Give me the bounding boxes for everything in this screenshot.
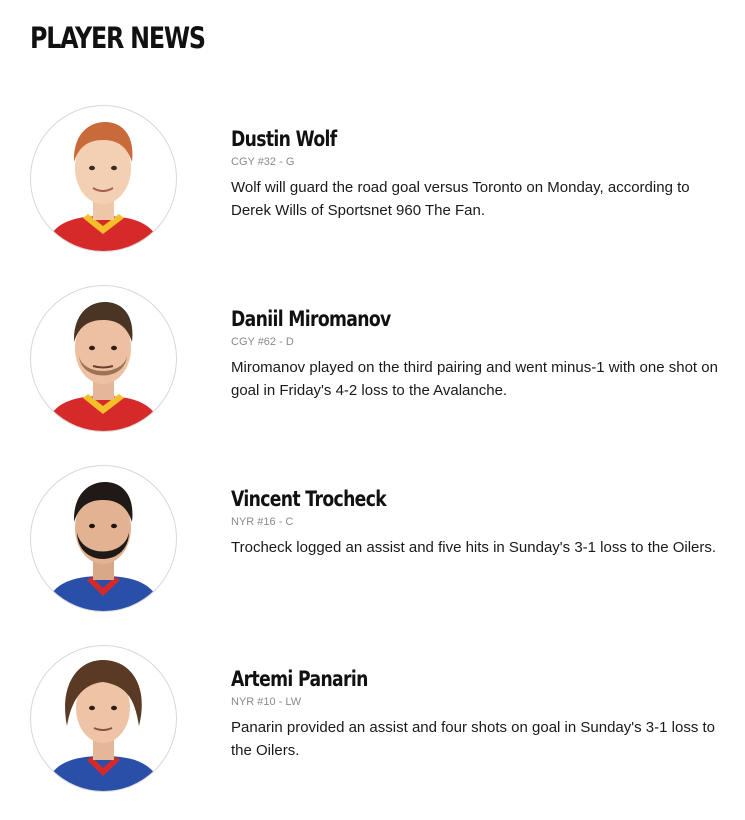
player-name-link[interactable]: Artemi Panarin	[231, 667, 368, 691]
news-text: Miromanov played on the third pairing and went minus-1 with one shot on goal in Friday's 4-2 loss to the Avalanche.	[231, 359, 718, 399]
news-text: Wolf will guard the road goal versus Toronto on Monday, according to Derek Wills of Sportsnet 960 The Fan.	[231, 179, 690, 219]
player-headshot-icon[interactable]	[30, 285, 177, 432]
player-name-link[interactable]: Daniil Miromanov	[231, 307, 391, 331]
news-text: Panarin provided an assist and four shots on goal in Sunday's 3-1 loss to the Oilers.	[231, 719, 715, 759]
news-item	[0, 640, 745, 820]
news-item	[0, 100, 745, 280]
news-item	[0, 280, 745, 460]
player-news-list	[0, 100, 745, 820]
player-headshot-icon[interactable]	[30, 465, 177, 612]
player-name-link[interactable]: Vincent Trocheck	[231, 487, 387, 511]
section-title: PLAYER NEWS	[30, 21, 205, 55]
news-text: Trocheck logged an assist and five hits in Sunday's 3-1 loss to the Oilers.	[231, 539, 717, 556]
news-item	[0, 460, 745, 640]
player-headshot-icon[interactable]	[30, 105, 177, 252]
player-team-position: CGY #62 - D	[231, 336, 294, 348]
player-headshot-icon[interactable]	[30, 645, 177, 792]
player-team-position: CGY #32 - G	[231, 156, 295, 168]
player-team-position: NYR #16 - C	[231, 516, 294, 528]
player-name-link[interactable]: Dustin Wolf	[231, 127, 337, 151]
player-team-position: NYR #10 - LW	[231, 696, 302, 708]
